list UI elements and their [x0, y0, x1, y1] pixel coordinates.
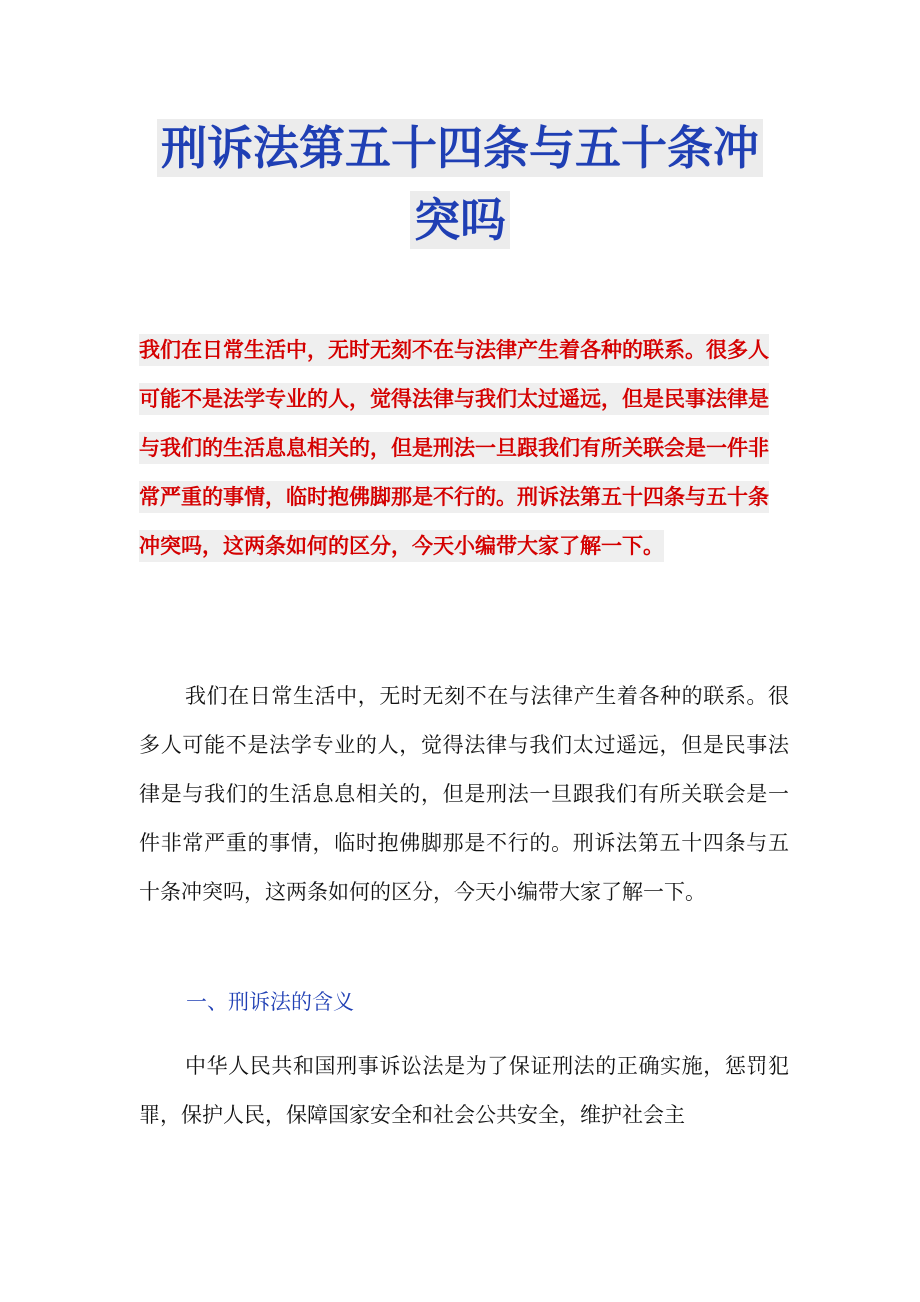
body-paragraph-1: 我们在日常生活中，无时无刻不在与法律产生着各种的联系。很多人可能不是法学专业的人，觉得法律与我们太过遥远，但是民事法律是与我们的生活息息相关的，但是刑法一旦跟我们有所关联会是一件非常严重的事情，临时抱佛脚那是不行的。刑诉法第五十四条与五十条冲突吗，这两条如何的区分，今天小编带大家了解一下。	[139, 684, 789, 904]
document-title	[140, 112, 780, 256]
intro-summary	[139, 326, 789, 571]
body-paragraph-2: 中华人民共和国刑事诉讼法是为了保证刑法的正确实施，惩罚犯罪，保护人民，保障国家安全和社会公共安全，维护社会主	[139, 1054, 789, 1127]
section-heading-1: 一、刑诉法的含义	[186, 990, 354, 1014]
title-line-1: 刑诉法第五十四条与五十条冲	[157, 119, 763, 177]
intro-summary-text: 我们在日常生活中，无时无刻不在与法律产生着各种的联系。很多人可能不是法学专业的人，觉得法律与我们太过遥远，但是民事法律是与我们的生活息息相关的，但是刑法一旦跟我们有所关联会是一件非常严重的事情，临时抱佛脚那是不行的。刑诉法第五十四条与五十条冲突吗，这两条如何的区分，今天小编带大家了解一下。	[139, 334, 769, 562]
title-line-2: 突吗	[410, 191, 510, 249]
